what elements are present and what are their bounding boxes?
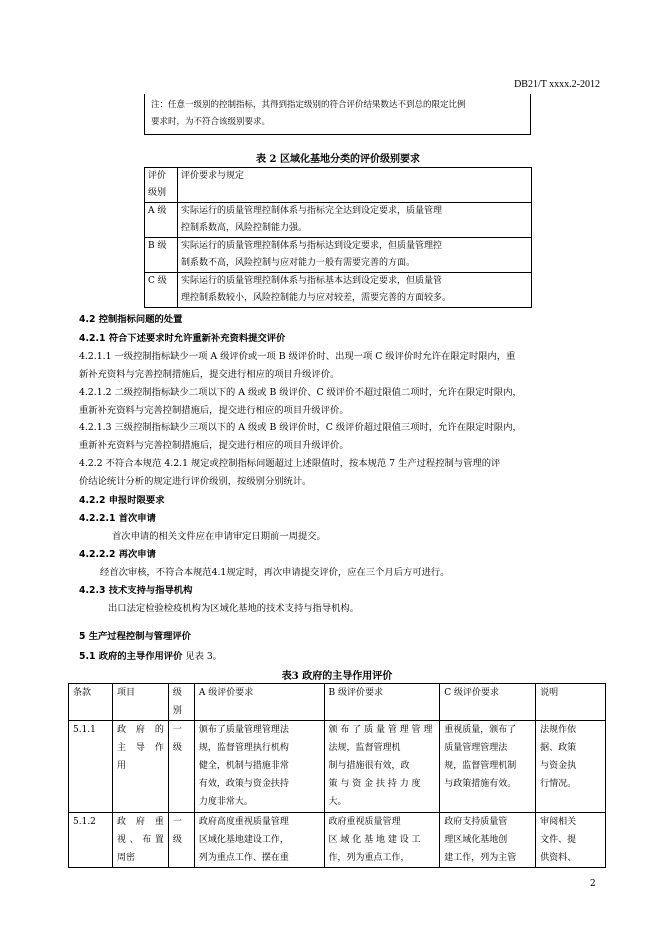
clause-cell: 5.1.1	[69, 721, 113, 813]
table-header-row	[145, 168, 532, 203]
cell-line: 文件、提	[540, 835, 577, 845]
table2	[144, 167, 532, 308]
cell-line: 政 府 的	[116, 725, 164, 735]
cell-line: 有效，政策与资金扶持	[198, 779, 289, 789]
a-requirement-cell	[194, 813, 324, 868]
cell-line: 主 导 作	[116, 743, 164, 753]
header-cell: A 级评价要求	[194, 684, 324, 721]
table-row	[145, 273, 532, 308]
cell-line: 审阅相关	[540, 817, 577, 827]
inline-text: 见表 3。	[182, 651, 223, 662]
table2-caption: 表 2 区域化基地分类的评价级别要求	[256, 154, 420, 165]
cell-line: 策 与 资 金 扶 持 力 度	[328, 779, 421, 789]
level-cell: C 级	[145, 273, 178, 308]
cell-line: 规，监督管理执行机构	[198, 743, 289, 753]
header-cell: 评价要求与规定	[178, 168, 532, 203]
section-heading: 4.2.2 申报时限要求	[79, 495, 165, 506]
inline-heading: 5.1 政府的主导作用评价	[79, 651, 183, 662]
cell-line: 用	[116, 761, 126, 771]
paragraph-line: 经首次审核，不符合本规范4.1规定时，再次申请提交评价，应在三个月后方可进行。	[100, 567, 450, 578]
b-requirement-cell	[324, 721, 440, 813]
cell-line: 理区域化基地创	[444, 835, 508, 845]
requirement-cell	[178, 203, 532, 238]
document-code: DB21/T xxxx.2-2012	[514, 79, 600, 90]
paragraph-line: 新补充资料与完善控制措施后，提交进行相应的项目升级评价。	[79, 369, 340, 380]
cell-line: 实际运行的质量管理控制体系与指标完全达到设定要求，质量管理	[181, 206, 443, 216]
cell-line: 政府支持质量管	[444, 817, 508, 827]
cell-line: 力度非常大。	[198, 797, 253, 807]
paragraph-line: 首次申请的相关文件应在申请审定日期前一周提交。	[112, 531, 326, 542]
cell-line: 颁 布 了 质 量 管 理 管 理	[328, 725, 433, 735]
paragraph-line: 4.2.1.2 二级控制指标缺少二项以下的 A 级或 B 级评价、C 级评价不超过限值二项时，允许在限定时限内，	[79, 387, 522, 398]
a-requirement-cell	[194, 721, 324, 813]
cell-line: 实际运行的质量管理控制体系与指标达到设定要求，但质量管理控	[181, 241, 443, 251]
cell-line: 法规，监督管理机	[328, 743, 401, 753]
cell-line: 颁布了质量管理管理法	[198, 725, 289, 735]
cell-line: 质量管理管理法	[444, 743, 508, 753]
cell-line: 理控制系数较小，风险控制能力与应对较差，需要完善的方面较多。	[181, 293, 452, 303]
section-heading: 4.2.2.1 首次申请	[79, 513, 156, 524]
header-text: 别	[172, 706, 182, 716]
table-row	[145, 238, 532, 273]
cell-line: 法规作依	[540, 725, 577, 735]
paragraph-line: 4.2.1.3 三级控制指标缺少三项以下的 A 级或 B 级评价时，C 级评价超过限值三项时，允许在限定时限内，	[79, 422, 522, 433]
note-cell	[536, 721, 606, 813]
section-heading: 5 生产过程控制与管理评价	[79, 631, 191, 642]
header-cell: 说明	[536, 684, 606, 721]
paragraph-line: 出口法定检验检疫机构为区域化基地的技术支持与指导机构。	[108, 603, 360, 614]
header-cell: 条款	[69, 684, 113, 721]
cell-line: 控制系数高，风险控制能力强。	[181, 223, 308, 233]
page-number: 2	[590, 879, 596, 889]
requirement-cell	[178, 273, 532, 308]
cell-line: 政府重视质量管理	[328, 817, 401, 827]
paragraph-line: 重新补充资料与完善控制措施后，提交进行相应的项目升级评价。	[79, 440, 349, 451]
cell-line: 规，监督管理机制	[444, 761, 517, 771]
cell-line: 与资金执	[540, 761, 577, 771]
cell-line: 与政策措施有效。	[444, 779, 517, 789]
paragraph-line: 重新补充资料与完善控制措施后，提交进行相应的项目升级评价。	[79, 405, 349, 416]
cell-line: 供资料、	[540, 853, 577, 863]
clause-cell: 5.1.2	[69, 813, 113, 868]
cell-line: 周密	[116, 853, 135, 863]
note-cell	[536, 813, 606, 868]
note-line: 注：任意一级别的控制指标，其得到指定级别的符合评价结果数达不到总的限定比例	[151, 100, 466, 110]
header-cell: B 级评价要求	[324, 684, 440, 721]
cell-line: 行情况。	[540, 779, 577, 789]
note-line: 要求时，为不符合该级别要求。	[151, 117, 271, 127]
cell-line: 政 府 重	[116, 817, 164, 827]
section-heading: 4.2.1 符合下述要求时允许重新补充资料提交评价	[79, 333, 286, 344]
cell-line: 实际运行的质量管理控制体系与指标基本达到设定要求，但质量管	[181, 276, 443, 286]
requirement-cell	[178, 238, 532, 273]
table-row	[145, 203, 532, 238]
section-heading: 4.2.2.2 再次申请	[79, 549, 156, 560]
cell-line: 区 域 化 基 地 建 设 工	[328, 835, 421, 845]
header-text: 级别	[148, 188, 167, 198]
table-row	[69, 813, 606, 868]
b-requirement-cell	[324, 813, 440, 868]
header-cell	[145, 168, 178, 203]
cell-line: 区域化基地建设工作，	[198, 835, 289, 845]
level-cell: B 级	[145, 238, 178, 273]
table-row	[69, 721, 606, 813]
item-cell	[112, 721, 168, 813]
table3-caption: 表3 政府的主导作用评价	[281, 671, 393, 682]
cell-line: 重视质量，颁布了	[444, 725, 517, 735]
header-text: 级	[172, 688, 182, 698]
cell-line: 健全，机制与措施非常	[198, 761, 289, 771]
header-cell: 项目	[112, 684, 168, 721]
cell-line: 视、布置	[116, 835, 164, 845]
section-heading: 4.2.3 技术支持与指导机构	[79, 585, 193, 596]
header-text: 评价	[148, 171, 167, 181]
note-box	[144, 94, 531, 135]
cell-line: 制系数不高，风险控制与应对能力一般有需要完善的方面。	[181, 258, 416, 268]
level-cell: A 级	[145, 203, 178, 238]
paragraph-line: 4.2.1.1 一级控制指标缺少一项 A 级评价或一项 B 级评价时、出现一项 C 级评价时允许在限定时限内，重	[79, 351, 516, 362]
cell-line: 列为重点工作、摆在重	[198, 853, 289, 863]
table3	[68, 683, 606, 868]
cell-line: 政府高度重视质量管理	[198, 817, 289, 827]
level-cell: 一级	[168, 721, 194, 813]
cell-line: 据、政策	[540, 743, 577, 753]
cell-line: 作，列为重点工作，	[328, 853, 410, 863]
section-heading: 4.2 控制指标问题的处置	[79, 314, 183, 325]
item-cell	[112, 813, 168, 868]
header-cell	[168, 684, 194, 721]
level-cell: 一级	[168, 813, 194, 868]
cell-line: 制与措施很有效，政	[328, 761, 410, 771]
c-requirement-cell	[440, 721, 536, 813]
paragraph-line: 4.2.2 不符合本规范 4.2.1 规定或控制指标问题超过上述限值时，按本规范 7 生产过程控制与管理的评	[79, 458, 501, 469]
cell-line: 大。	[328, 797, 347, 807]
cell-line: 建工作，列为主管	[444, 853, 517, 863]
table-header-row	[69, 684, 606, 721]
header-cell: C 级评价要求	[440, 684, 536, 721]
paragraph-line: 价结论统计分析的规定进行评价级别，按级别分别统计。	[79, 476, 312, 487]
c-requirement-cell	[440, 813, 536, 868]
paragraph-line	[79, 648, 222, 662]
